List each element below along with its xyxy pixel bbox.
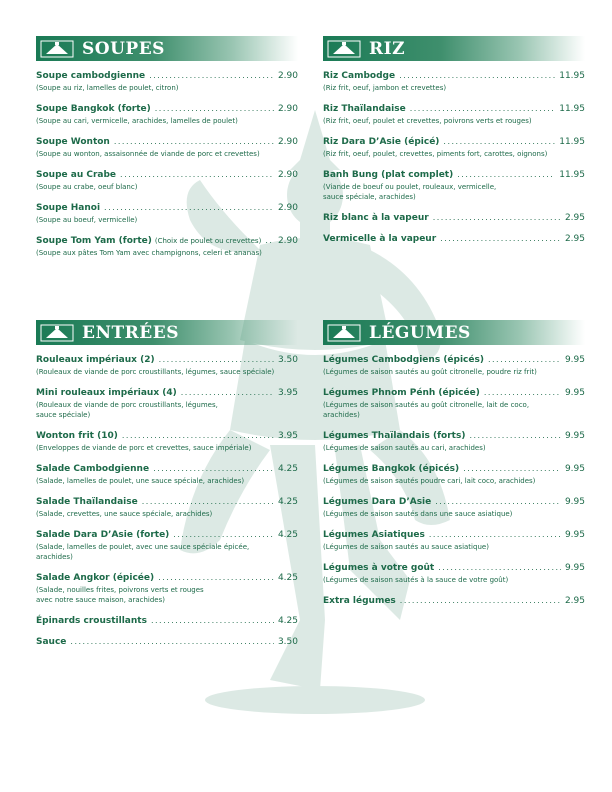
item-description: (Soupe au boeuf, vermicelle) [36, 216, 138, 224]
item-price: 9.95 [564, 431, 585, 441]
item-description: (Soupe au wonton, assaisonnée de viande de porc et crevettes) [36, 150, 260, 158]
item-name: Mini rouleaux impériaux (4) [36, 388, 177, 398]
menu-item [36, 170, 298, 192]
item-name: Légumes à votre goût [323, 563, 435, 573]
item-description: (Rouleaux de viande de porc croustillants, légumes, sauce spéciale) [36, 401, 218, 419]
menu-item [36, 71, 298, 93]
item-price: 2.90 [277, 236, 298, 246]
item-name: Salade Thaïlandaise [36, 497, 138, 507]
item-description: (Salade, lamelles de poulet, une sauce spéciale, arachides) [36, 477, 245, 485]
item-name: Extra légumes [323, 596, 396, 606]
item-price: 9.95 [564, 355, 585, 365]
item-description: (Salade, nouilles frites, poivrons verts et rouges avec notre sauce maison, arachides) [36, 586, 204, 604]
menu-item [36, 431, 298, 453]
item-price: 3.50 [277, 355, 298, 365]
item-price: 2.90 [277, 71, 298, 81]
menu-item [36, 137, 298, 159]
item-price: 9.95 [564, 388, 585, 398]
menu-item [36, 616, 298, 626]
item-description: (Légumes de saison sautés au sauce asiatique) [323, 543, 489, 551]
section-riz [323, 36, 585, 255]
item-name: Soupe Wonton [36, 137, 110, 147]
item-description: (Viande de boeuf ou poulet, rouleaux, vermicelle, sauce spéciale, arachides) [323, 183, 497, 201]
item-name: Épinards croustillants [36, 616, 147, 626]
item-price: 4.25 [277, 616, 298, 626]
item-price: 4.25 [277, 573, 298, 583]
item-price: 2.90 [277, 203, 298, 213]
menu-item [323, 355, 585, 377]
menu-item [36, 530, 298, 562]
menu-item [323, 234, 585, 244]
item-description: (Légumes de saison sautés poudre cari, lait coco, arachides) [323, 477, 536, 485]
item-name: Légumes Dara D’Asie [323, 497, 432, 507]
item-price: 11.95 [559, 71, 585, 81]
item-name: Salade Angkor (épicée) [36, 573, 155, 583]
item-name: Soupe Tom Yam (forte) [36, 236, 152, 246]
item-name: Banh Bung (plat complet) [323, 170, 454, 180]
item-name: Légumes Phnom Pénh (épicée) [323, 388, 480, 398]
menu-item [323, 170, 585, 202]
item-description: (Enveloppes de viande de porc et crevettes, sauce impériale) [36, 444, 252, 452]
item-name: Salade Cambodgienne [36, 464, 150, 474]
item-description: (Légumes de saison sautés à la sauce de votre goût) [323, 576, 509, 584]
menu-item [323, 497, 585, 519]
item-price: 9.95 [564, 530, 585, 540]
menu-item [323, 137, 585, 159]
item-name: Sauce [36, 637, 67, 647]
menu-item [323, 213, 585, 223]
item-price: 11.95 [559, 104, 585, 114]
item-price: 4.25 [277, 530, 298, 540]
item-description: (Soupe au crabe, oeuf blanc) [36, 183, 138, 191]
section-title: SOUPES [82, 38, 165, 59]
menu-item [36, 497, 298, 519]
item-name: Soupe cambodgienne [36, 71, 146, 81]
item-name: Riz Dara D’Asie (épicé) [323, 137, 440, 147]
section-header [323, 320, 585, 345]
item-price: 2.95 [564, 213, 585, 223]
section-header [36, 36, 298, 61]
item-description: (Soupe au cari, vermicelle, arachides, lamelles de poulet) [36, 117, 238, 125]
menu-item [36, 355, 298, 377]
item-price: 9.95 [564, 563, 585, 573]
item-name: Riz Cambodge [323, 71, 396, 81]
item-description: (Légumes de saison sautés au goût citronelle, lait de coco, arachides) [323, 401, 530, 419]
section-title: LÉGUMES [369, 322, 471, 343]
item-name: Légumes Cambodgiens (épicés) [323, 355, 484, 365]
item-description: (Riz frit, oeuf, jambon et crevettes) [323, 84, 447, 92]
item-description: (Soupe aux pâtes Tom Yam avec champignons, celeri et ananas) [36, 249, 262, 257]
item-price: 9.95 [564, 497, 585, 507]
item-description: (Riz frit, oeuf, poulet, crevettes, piments fort, carottes, oignons) [323, 150, 548, 158]
item-name: Salade Dara D’Asie (forte) [36, 530, 170, 540]
item-name: Soupe au Crabe [36, 170, 117, 180]
item-description: (Soupe au riz, lamelles de poulet, citron) [36, 84, 179, 92]
item-price: 11.95 [559, 137, 585, 147]
section-header [323, 36, 585, 61]
item-price: 2.95 [564, 596, 585, 606]
menu-item [323, 388, 585, 420]
menu-item [36, 236, 298, 258]
item-inline-note: (Choix de poulet ou crevettes) [154, 237, 262, 245]
menu-item [36, 637, 298, 647]
menu-item [323, 104, 585, 126]
menu-item [36, 573, 298, 605]
item-description: (Légumes de saison sautés dans une sauce asiatique) [323, 510, 513, 518]
item-price: 2.95 [564, 234, 585, 244]
temple-logo-icon [327, 39, 361, 59]
item-description: (Légumes de saison sautés au goût citronelle, poudre riz frit) [323, 368, 537, 376]
menu-item [323, 530, 585, 552]
item-price: 3.50 [277, 637, 298, 647]
item-price: 11.95 [559, 170, 585, 180]
menu-item [36, 203, 298, 225]
menu-item [323, 596, 585, 606]
item-description: (Rouleaux de viande de porc croustillants, légumes, sauce spéciale) [36, 368, 275, 376]
item-name: Légumes Bangkok (épicés) [323, 464, 460, 474]
item-name: Wonton frit (10) [36, 431, 118, 441]
section-title: ENTRÉES [82, 322, 179, 343]
temple-logo-icon [327, 323, 361, 343]
item-price: 9.95 [564, 464, 585, 474]
item-name: Riz Thaïlandaise [323, 104, 406, 114]
item-description: (Salade, crevettes, une sauce spéciale, arachides) [36, 510, 213, 518]
item-name: Légumes Asiatiques [323, 530, 425, 540]
menu-item [36, 104, 298, 126]
menu-item [36, 388, 298, 420]
section-soupes [36, 36, 298, 269]
menu-item [323, 431, 585, 453]
item-name: Légumes Thaïlandais (forts) [323, 431, 466, 441]
menu-item [323, 464, 585, 486]
menu-item [323, 563, 585, 585]
section-entrees [36, 320, 298, 658]
item-description: (Salade, lamelles de poulet, avec une sauce spéciale épicée, arachides) [36, 543, 250, 561]
menu-item [323, 71, 585, 93]
item-name: Riz blanc à la vapeur [323, 213, 429, 223]
item-price: 2.90 [277, 137, 298, 147]
temple-logo-icon [40, 323, 74, 343]
item-description: (Légumes de saison sautés au cari, arachides) [323, 444, 486, 452]
item-price: 3.95 [277, 431, 298, 441]
section-header [36, 320, 298, 345]
temple-logo-icon [40, 39, 74, 59]
item-name: Soupe Bangkok (forte) [36, 104, 151, 114]
item-name: Vermicelle à la vapeur [323, 234, 437, 244]
item-description: (Riz frit, oeuf, poulet et crevettes, poivrons verts et rouges) [323, 117, 532, 125]
menu-item [36, 464, 298, 486]
item-name: Rouleaux impériaux (2) [36, 355, 155, 365]
item-price: 4.25 [277, 497, 298, 507]
item-price: 3.95 [277, 388, 298, 398]
section-title: RIZ [369, 38, 405, 59]
item-price: 4.25 [277, 464, 298, 474]
item-price: 2.90 [277, 104, 298, 114]
item-name: Soupe Hanoi [36, 203, 101, 213]
section-legumes [323, 320, 585, 617]
item-price: 2.90 [277, 170, 298, 180]
